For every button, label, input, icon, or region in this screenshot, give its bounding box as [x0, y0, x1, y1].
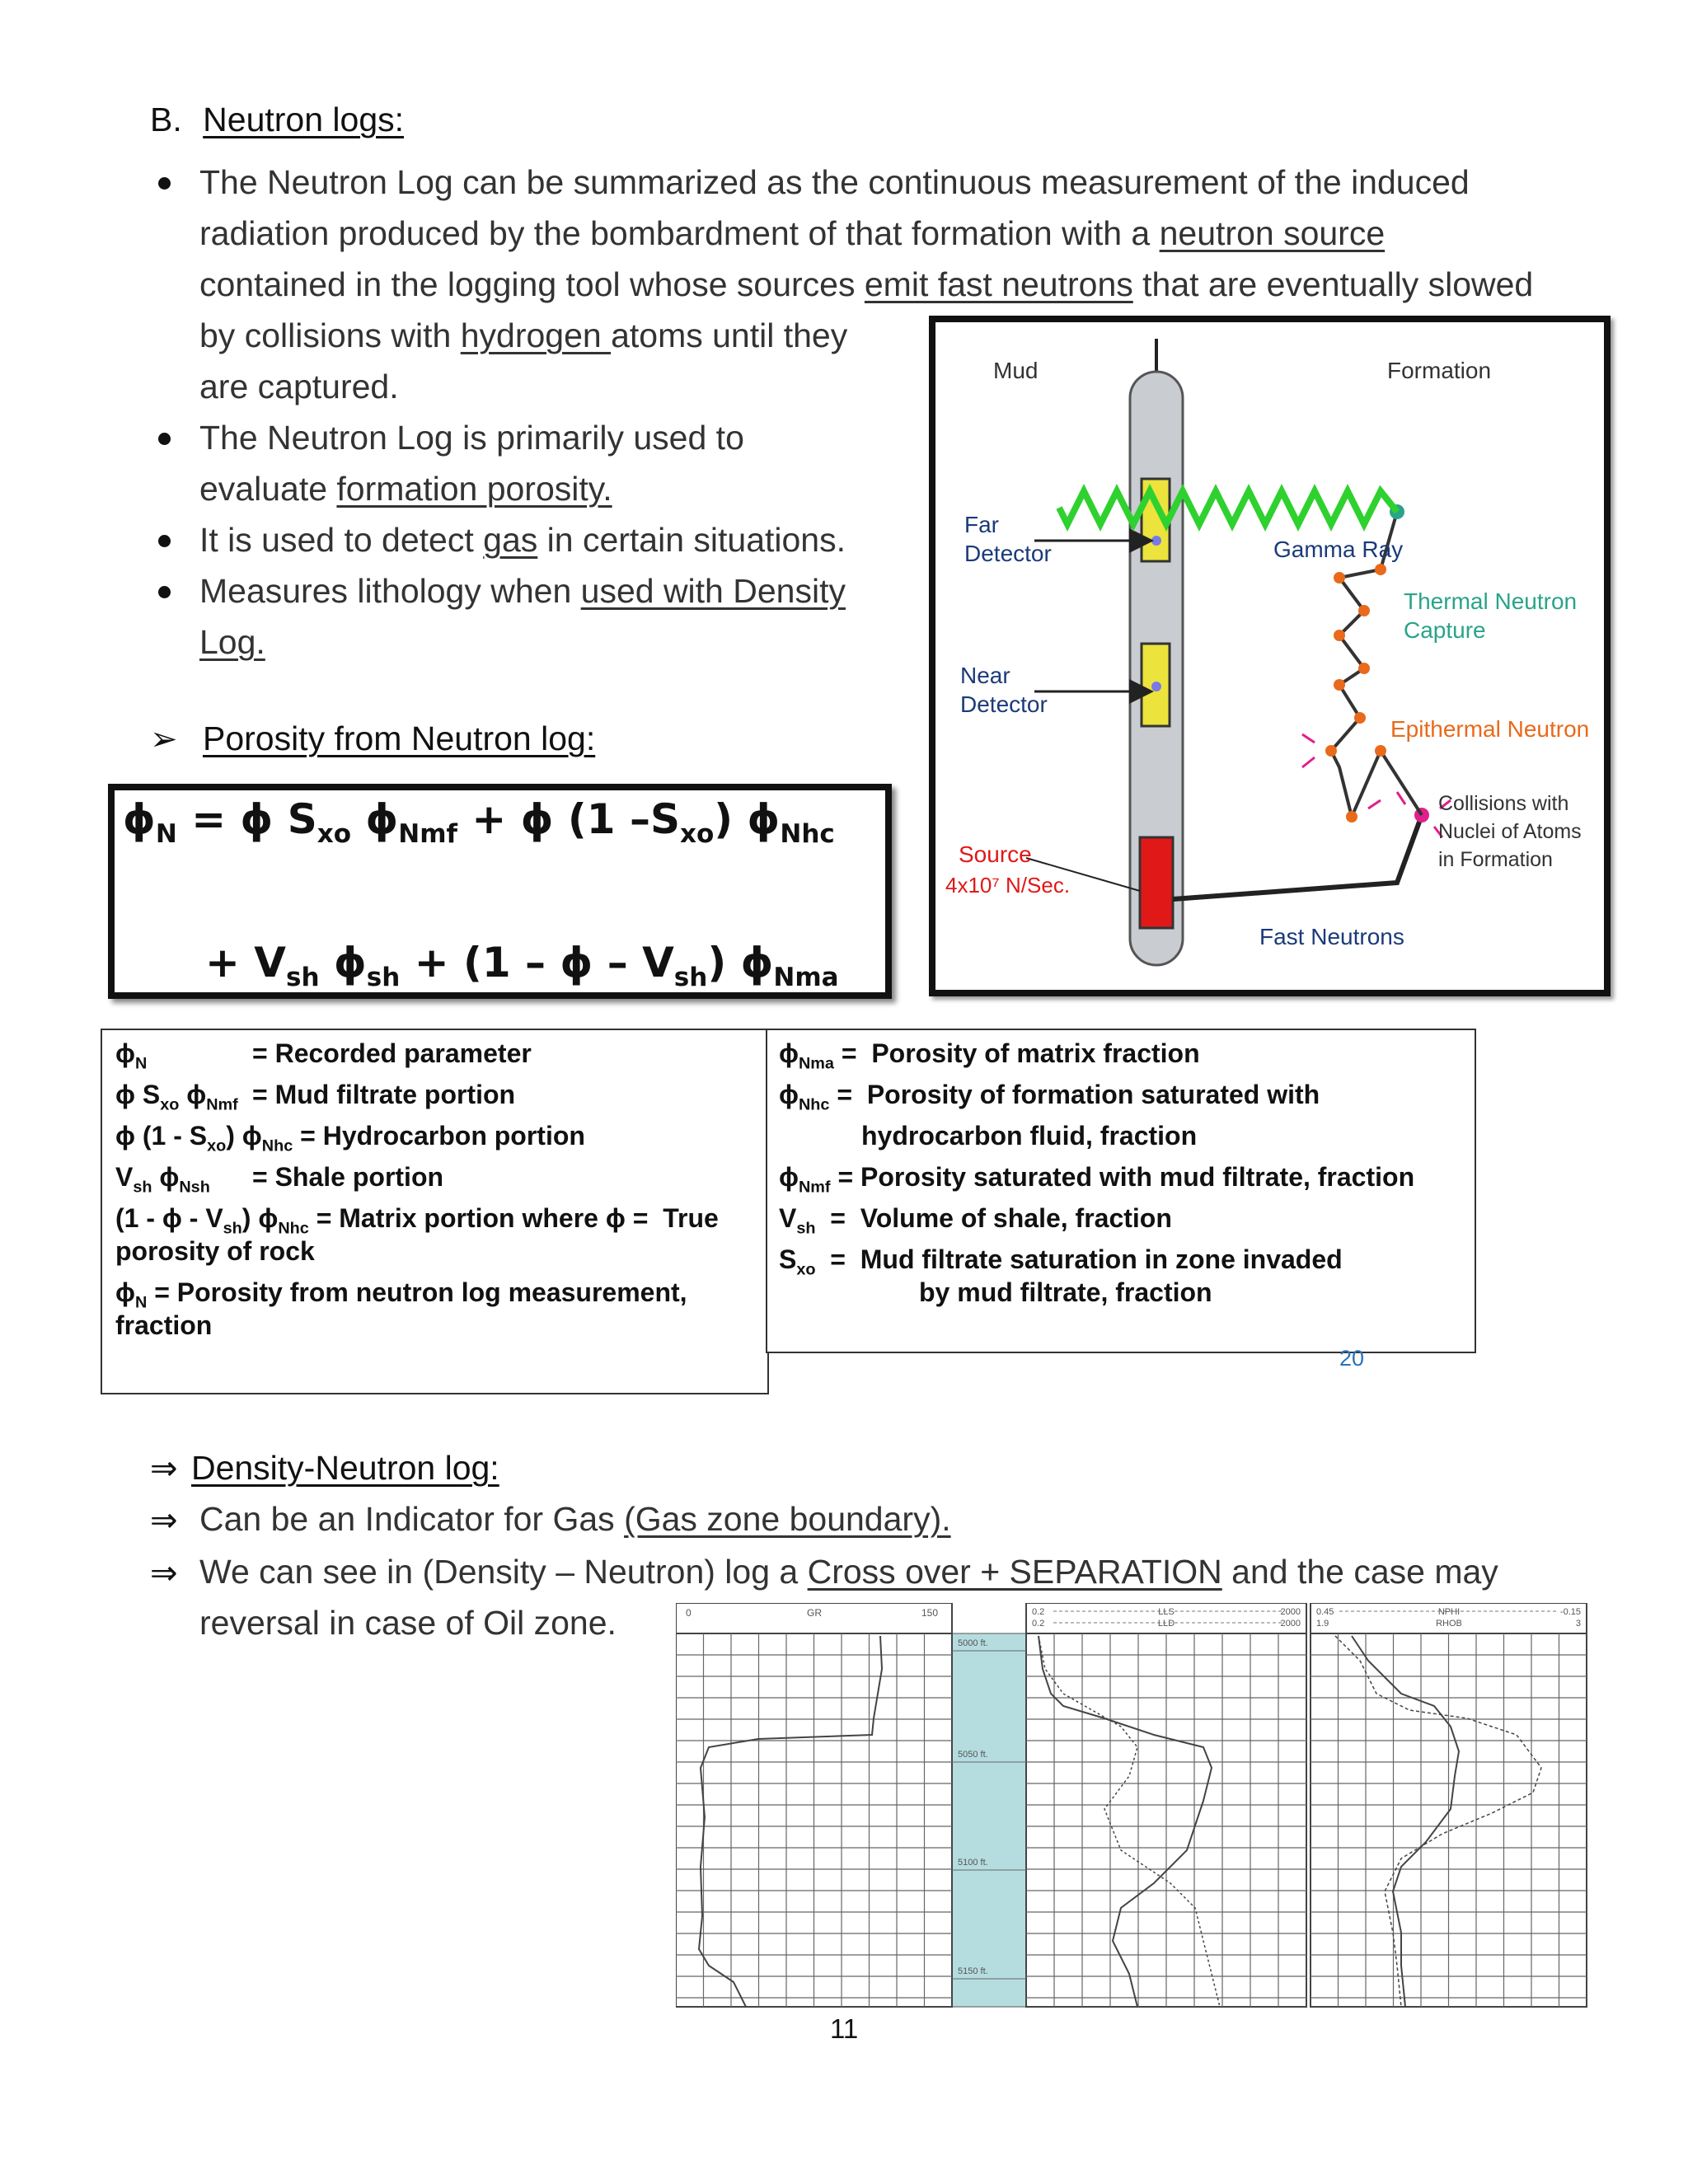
page-number: 11 — [830, 2013, 859, 2044]
depth-label: 5100 ft. — [958, 1858, 988, 1868]
bullet-line: radiation produced by the bombardment of that formation with a neutron source — [199, 214, 1386, 252]
definition-row: $V_{sh}$ $\phi_{Nsh}$ = Shale portion — [115, 1162, 444, 1197]
definition-row: porosity of rock — [115, 1236, 315, 1266]
porosity-equation-box — [108, 784, 892, 999]
far-detector-dot — [1151, 536, 1161, 546]
definition-row: ϕ $(1 - S_{xo})$ $\phi_{Nhc}$ = Hydrocarbon portion — [115, 1121, 585, 1155]
implies-arrow-icon: ⇒ — [150, 1555, 178, 1591]
depth-label: 5050 ft. — [958, 1750, 988, 1760]
bullet-line: Log. — [199, 623, 265, 661]
definition-row: $\phi_{Nma}$ = Porosity of matrix fraction — [779, 1038, 1200, 1073]
depth-label: 5000 ft. — [958, 1638, 988, 1648]
collisions-label-1: Collisions with — [1438, 792, 1569, 815]
definition-row: $S_{xo}$ = Mud filtrate saturation in zone invaded — [779, 1244, 1343, 1279]
bullet-line: contained in the logging tool whose sources emit fast neutrons that are eventually slowed — [199, 265, 1534, 303]
bullet-line: by collisions with hydrogen atoms until they — [199, 316, 848, 354]
formation-label: Formation — [1387, 358, 1492, 383]
definition-row: $V_{sh}$ = Volume of shale, fraction — [779, 1203, 1172, 1238]
definition-row: ϕ $S_{xo}$ $\phi_{Nmf}$ = Mud filtrate portion — [115, 1080, 516, 1114]
near-detector-dot — [1151, 682, 1161, 691]
equation-line-1: $\phi_N = \phi$ $S_{xo}$ $\phi_{Nmf} + \phi$ (1 $-S_{xo}$) $\phi_{Nhc}$ — [123, 795, 835, 849]
diagram-svg — [935, 322, 1604, 990]
gamma-ray-label: Gamma Ray — [1273, 537, 1404, 562]
near-detector-label-1: Near — [960, 663, 1010, 688]
definitions-left-table — [101, 1029, 769, 1394]
slide-number: 20 — [1339, 1346, 1365, 1371]
track3-left: 0.45 — [1316, 1607, 1334, 1617]
definition-row: $\phi_{Nmf}$ = Porosity saturated with mud filtrate, fraction — [779, 1162, 1415, 1197]
section-heading-text: Neutron logs: — [203, 101, 405, 138]
bullet-line: The Neutron Log can be summarized as the continuous measurement of the induced — [199, 163, 1470, 201]
track2-top-right: 2000 — [1280, 1607, 1301, 1617]
depth-track — [952, 1633, 1026, 2007]
density-neutron-log-chart — [676, 1603, 1591, 2011]
bullet-line: It is used to detect gas in certain situations. — [199, 521, 846, 559]
definitions-right-table — [766, 1029, 1476, 1353]
bullet-dot-icon — [158, 433, 171, 445]
collisions-label-2: Nuclei of Atoms — [1438, 820, 1582, 843]
near-detector-label-2: Detector — [960, 691, 1048, 717]
track3-label1: NPHI — [1437, 1607, 1461, 1617]
implies-arrow-icon: ⇒ — [150, 1451, 178, 1487]
epithermal-nodes — [1325, 564, 1386, 823]
porosity-heading: ➢ Porosity from Neutron log: — [150, 719, 596, 757]
density-neutron-heading: ⇒ Density-Neutron log: — [150, 1449, 499, 1487]
track3-left2: 1.9 — [1316, 1619, 1329, 1629]
thermal-label-2: Capture — [1404, 617, 1486, 643]
bullet-dot-icon — [158, 535, 171, 547]
depth-label: 5150 ft. — [958, 1966, 988, 1976]
far-detector-label-1: Far — [964, 512, 999, 537]
definition-row: $\phi_N$ = Recorded parameter — [115, 1038, 532, 1073]
definition-row: hydrocarbon fluid, fraction — [861, 1121, 1198, 1151]
definition-row: fraction — [115, 1310, 213, 1340]
definition-row: $\phi_{Nhc}$ = Porosity of formation saturated with — [779, 1080, 1320, 1114]
track3-right2: 3 — [1575, 1619, 1581, 1629]
implies-arrow-icon: ⇒ — [150, 1502, 178, 1539]
mud-label: Mud — [993, 358, 1039, 383]
source-label-2: 4x10⁷ N/Sec. — [945, 873, 1071, 898]
bullet-dot-icon — [158, 586, 171, 598]
section-heading: B. Neutron logs: — [150, 101, 405, 138]
definition-row: by mud filtrate, fraction — [919, 1277, 1212, 1307]
definition-row: $\phi_N$ = Porosity from neutron log measurement, — [115, 1277, 687, 1312]
epithermal-label: Epithermal Neutron — [1390, 716, 1590, 742]
fast-neutrons-label: Fast Neutrons — [1259, 924, 1404, 949]
track2-bottom-left: 0.2 — [1032, 1619, 1045, 1629]
gamma-ray-path — [1059, 491, 1397, 524]
track1-right-scale: 150 — [921, 1607, 938, 1619]
density-neutron-line: We can see in (Density – Neutron) log a Cross over + SEPARATION and the case may — [199, 1553, 1498, 1591]
definition-row: (1 - ϕ - $V_{sh}$) $\phi_{Nhc}$ = Matrix portion where ϕ = True — [115, 1203, 719, 1238]
bullet-line: evaluate formation porosity. — [199, 470, 612, 508]
track2-top-left: 0.2 — [1032, 1607, 1045, 1617]
track1-left-scale: 0 — [686, 1607, 692, 1619]
bullet-line: Measures lithology when used with Density — [199, 572, 846, 610]
far-detector-label-2: Detector — [964, 541, 1052, 566]
density-neutron-line: reversal in case of Oil zone. — [199, 1604, 617, 1642]
track3-label2: RHOB — [1436, 1619, 1462, 1629]
bullet-line: are captured. — [199, 368, 399, 405]
log-chart-svg — [676, 1603, 1591, 2011]
track1-label: GR — [807, 1607, 822, 1619]
fast-neutron-path — [1173, 815, 1422, 899]
source-label-1: Source — [959, 841, 1032, 867]
track2-bottom-right: 2000 — [1280, 1619, 1301, 1629]
neutron-source-box — [1140, 837, 1173, 928]
track2-label2: LLD — [1157, 1619, 1175, 1629]
arrow-bullet-icon: ➢ — [150, 721, 178, 757]
bullet-line: The Neutron Log is primarily used to — [199, 419, 744, 457]
equation-line-2: + $V_{sh}$ $\phi_{sh} + (1 - \phi - V_{sh})$ $\phi_{Nma}$ — [205, 939, 839, 992]
collisions-label-3: in Formation — [1438, 848, 1553, 871]
density-neutron-line: Can be an Indicator for Gas (Gas zone boundary). — [199, 1500, 951, 1538]
track2-label1: LLS — [1158, 1607, 1175, 1617]
track3-right: -0.15 — [1559, 1607, 1581, 1617]
thermal-label-1: Thermal Neutron — [1404, 588, 1578, 614]
neutron-tool-diagram — [929, 316, 1611, 996]
bullet-dot-icon — [158, 177, 171, 190]
